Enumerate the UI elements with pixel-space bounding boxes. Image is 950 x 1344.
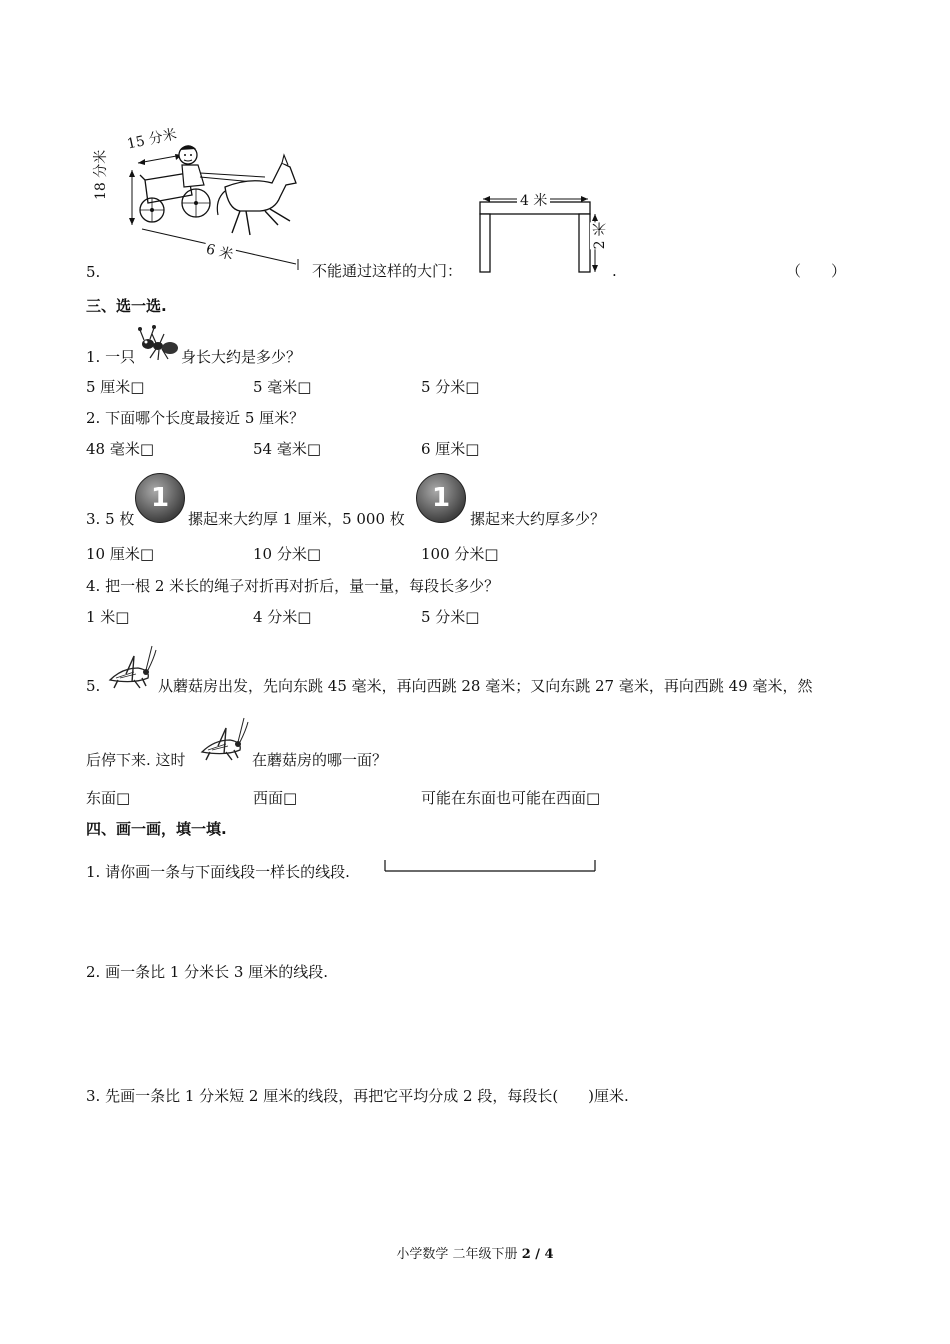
s4-q3-text: 3. 先画一条比 1 分米短 2 厘米的线段，再把它平均分成 2 段，每段长( )厘米. (86, 1087, 629, 1105)
page-number: 2 / 4 (521, 1247, 554, 1262)
page-footer (0, 1243, 950, 1262)
s3-q3-pre: 3. 5 枚 (86, 510, 135, 528)
answer-bracket: （ ） (786, 262, 847, 280)
cart-width-label: 15 分米 (125, 126, 179, 153)
section4-title: 四、画一画，填一填. (86, 820, 227, 838)
section3-title: 三、选一选. (86, 297, 167, 315)
s4-q1-text: 1. 请你画一条与下面线段一样长的线段. (86, 863, 350, 881)
gate-width-label: 4 米 (517, 190, 550, 210)
s3-q1-option-b[interactable]: 5 毫米□ (253, 378, 312, 396)
s3-q5-line2-pre: 后停下来. 这时 (86, 751, 186, 769)
cart-height-label: 18 分米 (93, 149, 109, 200)
s3-q1-option-c[interactable]: 5 分米□ (421, 378, 480, 396)
s3-q1-post: 身长大约是多少？ (181, 348, 302, 366)
s3-q2-option-c[interactable]: 6 厘米□ (421, 440, 480, 458)
s3-q2-option-a[interactable]: 48 毫米□ (86, 440, 155, 458)
footer-text: 小学数学 二年级下册 (396, 1247, 522, 1262)
s3-q4-option-a[interactable]: 1 米□ (86, 608, 130, 626)
s3-q2-text: 2. 下面哪个长度最接近 5 厘米？ (86, 409, 305, 427)
s3-q2-option-b[interactable]: 54 毫米□ (253, 440, 322, 458)
coin-icon-2 (416, 473, 466, 523)
reference-segment (383, 858, 599, 874)
s3-q3-option-a[interactable]: 10 厘米□ (86, 545, 155, 563)
s3-q3-option-c[interactable]: 100 分米□ (421, 545, 499, 563)
coin-value: 1 (150, 483, 170, 513)
cricket-icon-2 (196, 716, 248, 762)
s3-q5-number: 5. (86, 677, 101, 695)
s3-q3-mid: 摞起来大约厚 1 厘米，5 000 枚 (188, 510, 405, 528)
q5-prev-number: 5. (86, 263, 101, 281)
coin-icon (135, 473, 185, 523)
s3-q4-option-c[interactable]: 5 分米□ (421, 608, 480, 626)
coin-value: 1 (431, 483, 451, 513)
s3-q4-text: 4. 把一根 2 米长的绳子对折再对折后，量一量，每段长多少？ (86, 577, 500, 595)
q5-prev-text: 不能通过这样的大门： (312, 262, 463, 280)
ant-icon (136, 322, 180, 362)
cricket-icon (104, 644, 156, 690)
s3-q1-pre: 1. 一只 (86, 348, 136, 366)
cart-length-label: 6 米 (202, 238, 237, 265)
s3-q3-post: 摞起来大约厚多少？ (470, 510, 606, 528)
s3-q3-option-b[interactable]: 10 分米□ (253, 545, 322, 563)
gate-height-label: 2 米 (592, 222, 608, 250)
s4-q2-text: 2. 画一条比 1 分米长 3 厘米的线段. (86, 963, 329, 981)
s3-q5-option-b[interactable]: 西面□ (253, 789, 298, 807)
s3-q5-line1: 从蘑菇房出发，先向东跳 45 毫米，再向西跳 28 毫米；又向东跳 27 毫米，再向西跳 49 毫米，然 (158, 677, 813, 695)
s3-q5-option-a[interactable]: 东面□ (86, 789, 131, 807)
s3-q1-option-a[interactable]: 5 厘米□ (86, 378, 145, 396)
s3-q5-line2-post: 在蘑菇房的哪一面？ (252, 751, 388, 769)
s3-q4-option-b[interactable]: 4 分米□ (253, 608, 312, 626)
s3-q5-option-c[interactable]: 可能在东面也可能在西面□ (421, 789, 601, 807)
q5-prev-end: . (612, 262, 617, 280)
